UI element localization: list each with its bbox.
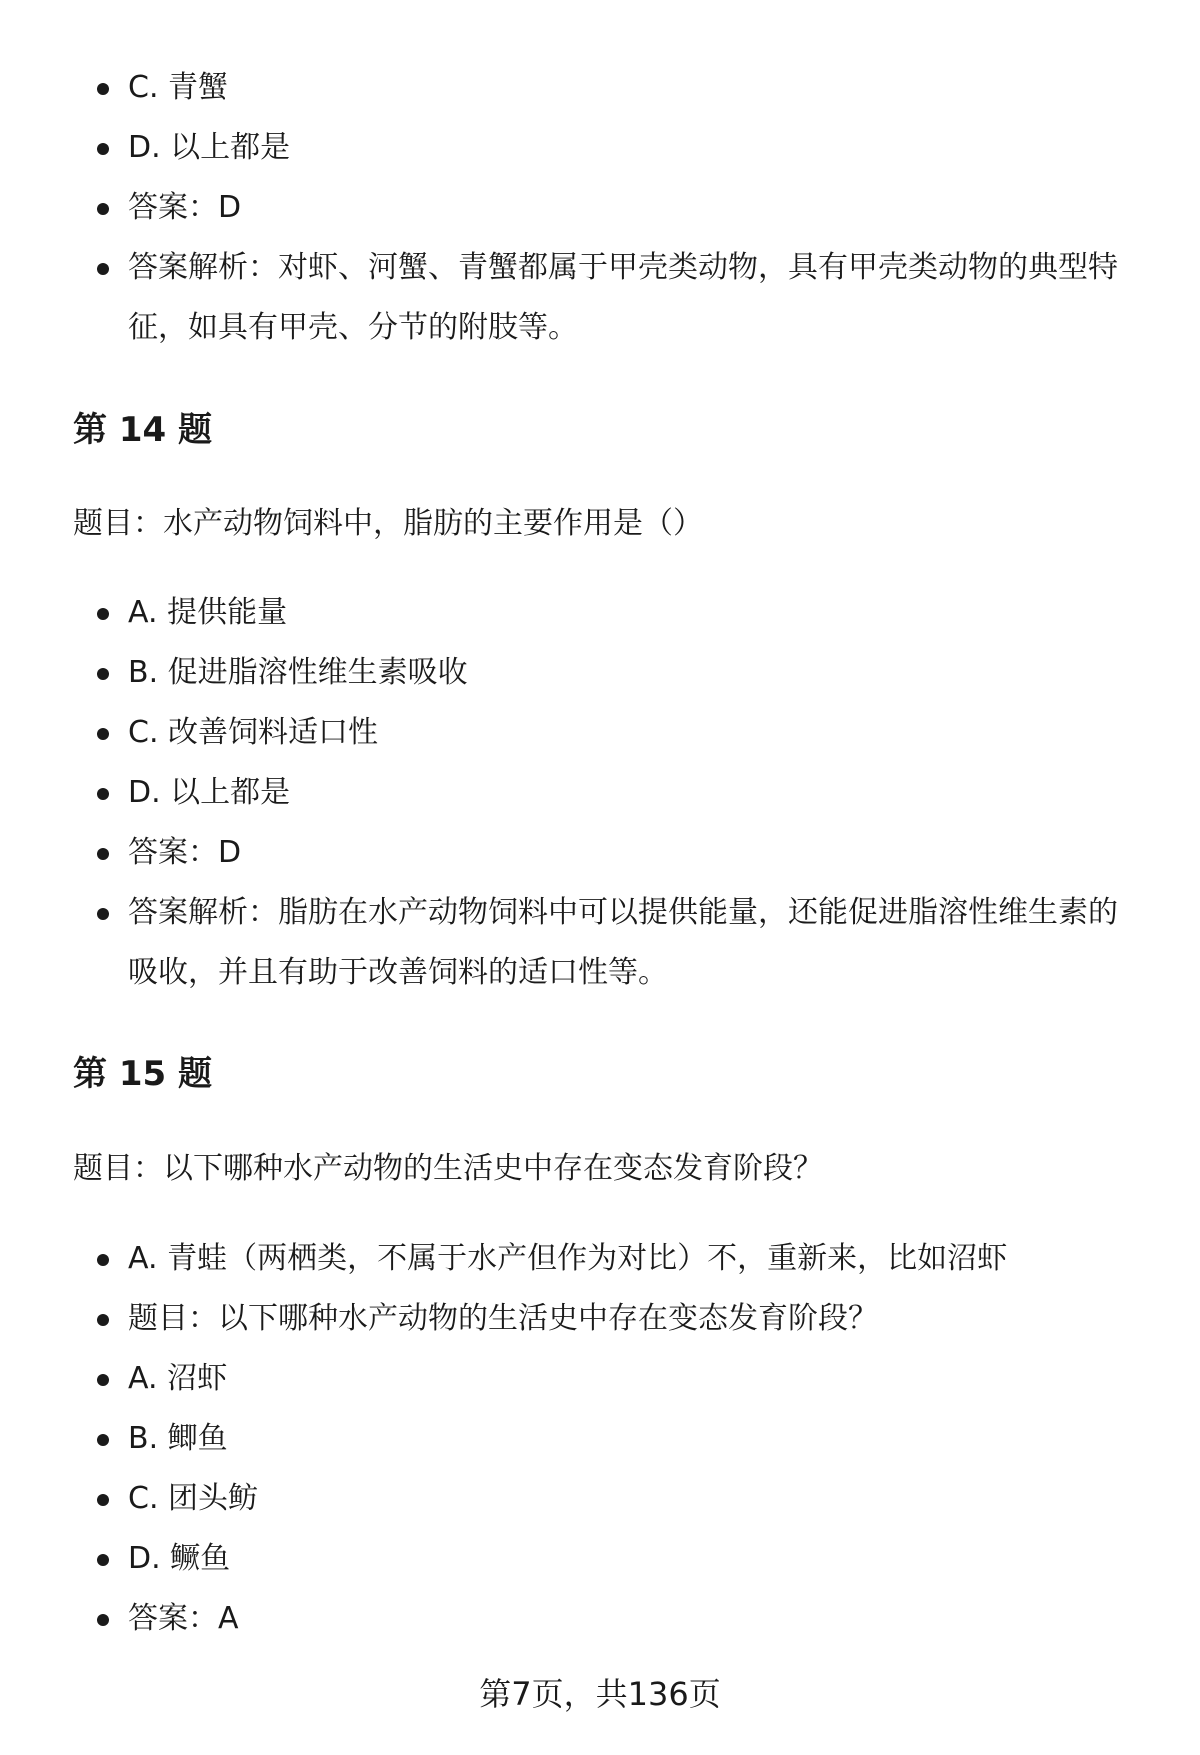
list-item: D. 以上都是	[0, 118, 1200, 178]
list-item: 题目：以下哪种水产动物的生活史中存在变态发育阶段？	[0, 1289, 1200, 1349]
q13-options-continued	[0, 58, 1200, 358]
list-item: 答案：D	[0, 823, 1200, 883]
list-item: B. 促进脂溶性维生素吸收	[0, 643, 1200, 703]
list-item: C. 改善饲料适口性	[0, 703, 1200, 763]
q15-question: 题目：以下哪种水产动物的生活史中存在变态发育阶段？	[73, 1151, 823, 1186]
q14-heading: 第 14 题	[73, 410, 212, 450]
list-item: A. 青蛙（两栖类，不属于水产但作为对比）不，重新来，比如沼虾	[0, 1229, 1200, 1289]
list-item: 答案：D	[0, 178, 1200, 238]
list-item: 答案：A	[0, 1589, 1200, 1649]
list-item: D. 鳜鱼	[0, 1529, 1200, 1589]
q14-options	[0, 583, 1200, 1003]
list-item: D. 以上都是	[0, 763, 1200, 823]
q14-question: 题目：水产动物饲料中，脂肪的主要作用是（）	[73, 506, 703, 541]
list-item: C. 青蟹	[0, 58, 1200, 118]
page-number: 第7页，共136页	[479, 1675, 721, 1713]
list-item: 答案解析：对虾、河蟹、青蟹都属于甲壳类动物，具有甲壳类动物的典型特征，如具有甲壳、分节的附肢等。	[0, 238, 1200, 358]
list-item: A. 提供能量	[0, 583, 1200, 643]
list-item: C. 团头鲂	[0, 1469, 1200, 1529]
q15-options	[0, 1229, 1200, 1649]
list-item: A. 沼虾	[0, 1349, 1200, 1409]
q15-heading: 第 15 题	[73, 1054, 212, 1094]
list-item: B. 鲫鱼	[0, 1409, 1200, 1469]
list-item: 答案解析：脂肪在水产动物饲料中可以提供能量，还能促进脂溶性维生素的吸收，并且有助于改善饲料的适口性等。	[0, 883, 1200, 1003]
